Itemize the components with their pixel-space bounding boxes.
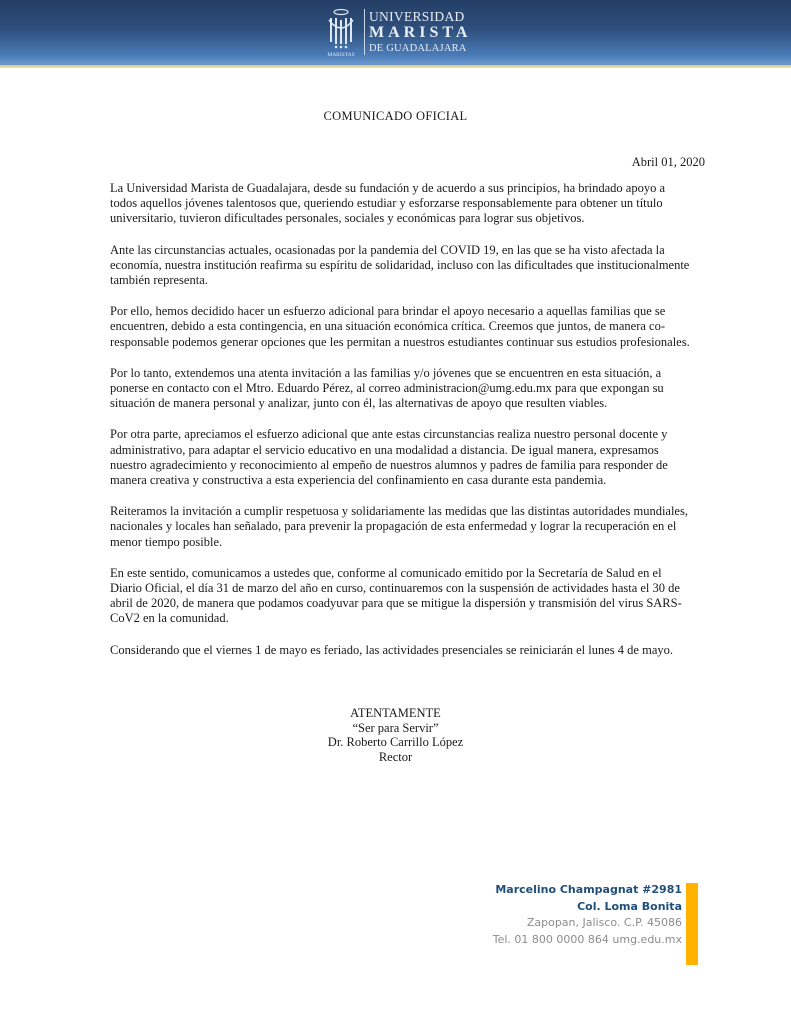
university-logo [322, 6, 471, 58]
document-date: Abril 01, 2020 [631, 155, 705, 169]
document-title: COMUNICADO OFICIAL [323, 109, 468, 123]
closing-salutation: ATENTAMENTE [350, 706, 441, 720]
paragraph: Ante las circunstancias actuales, ocasionadas por la pandemia del COVID 19, en las que se ha visto afectada la economía, nuestra institución reafirma su espíritu de solidaridad, incluso con las dificultades que institucionalmente también representa. [110, 242, 690, 288]
footer-contact: Tel. 01 800 0000 864 umg.edu.mx [492, 932, 682, 946]
footer-accent-bar [686, 883, 698, 965]
paragraph: Considerando que el viernes 1 de mayo es feriado, las actividades presenciales se reiniciarán el lunes 4 de mayo. [110, 642, 673, 657]
signatory-name: Dr. Roberto Carrillo López [327, 735, 464, 749]
paragraph: Por lo tanto, extendemos una atenta invitación a las familias y/o jóvenes que se encuentren en esta situación, a ponerse en contacto con el Mtro. Eduardo Pérez, al correo administracion@umg.edu.mx para que expongan su situación de manera personal y analizar, junto con él, las alternativas de apoyo que resulten viables. [110, 365, 664, 411]
logo-line-guadalajara: DE GUADALAJARA [369, 43, 467, 54]
logo-line-universidad: UNIVERSIDAD [369, 8, 465, 24]
paragraph: La Universidad Marista de Guadalajara, desde su fundación y de acuerdo a sus principios, ha brindado apoyo a todos aquellos jóvenes talentosos que, queriendo estudiar y esforzarse responsablemente para obtener un título universitario, tuvieron dificultades personales, sociales y económicas para lograr sus objetivos. [110, 181, 666, 226]
document-body [110, 181, 695, 674]
paragraph: Reiteramos la invitación a cumplir respetuosa y solidariamente las medidas que las distintas autoridades mundiales, nacionales y locales han señalado, para prevenir la propagación de esta enfermedad y lograr la recuperación en el menor tiempo posible. [110, 504, 688, 549]
maristas-emblem-icon [322, 6, 360, 58]
letterhead-banner [0, 0, 791, 65]
emblem-caption: MARISTAS [327, 52, 355, 58]
paragraph: Por ello, hemos decidido hacer un esfuerzo adicional para brindar el apoyo necesario a aquellas familias que se encuentren, debido a esta contingencia, en una situación económica crítica. Creemos que juntos, de manera co-responsable podemos generar opciones que les permitan a nuestros estudiantes continuar sus estudios profesionales. [110, 304, 690, 349]
footer-address [493, 882, 682, 948]
footer-street: Marcelino Champagnat #2981 [495, 883, 682, 896]
header-divider [0, 65, 791, 68]
logo-line-marista: MARISTA [369, 24, 472, 41]
signature-block [0, 706, 791, 764]
footer-city: Zapopan, Jalisco. C.P. 45086 [526, 916, 682, 929]
logo-wordmark [369, 10, 471, 55]
signatory-position: Rector [378, 749, 413, 764]
logo-divider [364, 9, 365, 55]
paragraph: En este sentido, comunicamos a ustedes que, conforme al comunicado emitido por la Secretaría de Salud en el Diario Oficial, el día 31 de marzo del año en curso, continuaremos con la suspensión de actividades hasta el 30 de abril de 2020, de manera que podamos coadyuvar para que se mitigue la dispersión y transmisión del virus SARS- CoV2 en la comunidad. [110, 565, 682, 626]
footer-neighborhood: Col. Loma Bonita [577, 899, 682, 913]
paragraph: Por otra parte, apreciamos el esfuerzo adicional que ante estas circunstancias realiza nuestro personal docente y administrativo, para adaptar el servicio educativo en una modalidad a distancia. De igual manera, expresamos nuestro agradecimiento y reconocimiento al empeño de nuestros alumnos y padres de familia para responder de manera creativa y constructiva a esta experiencia del confinamiento en casa durante esta pandemia. [110, 427, 668, 488]
closing-motto: “Ser para Servir” [352, 720, 439, 735]
